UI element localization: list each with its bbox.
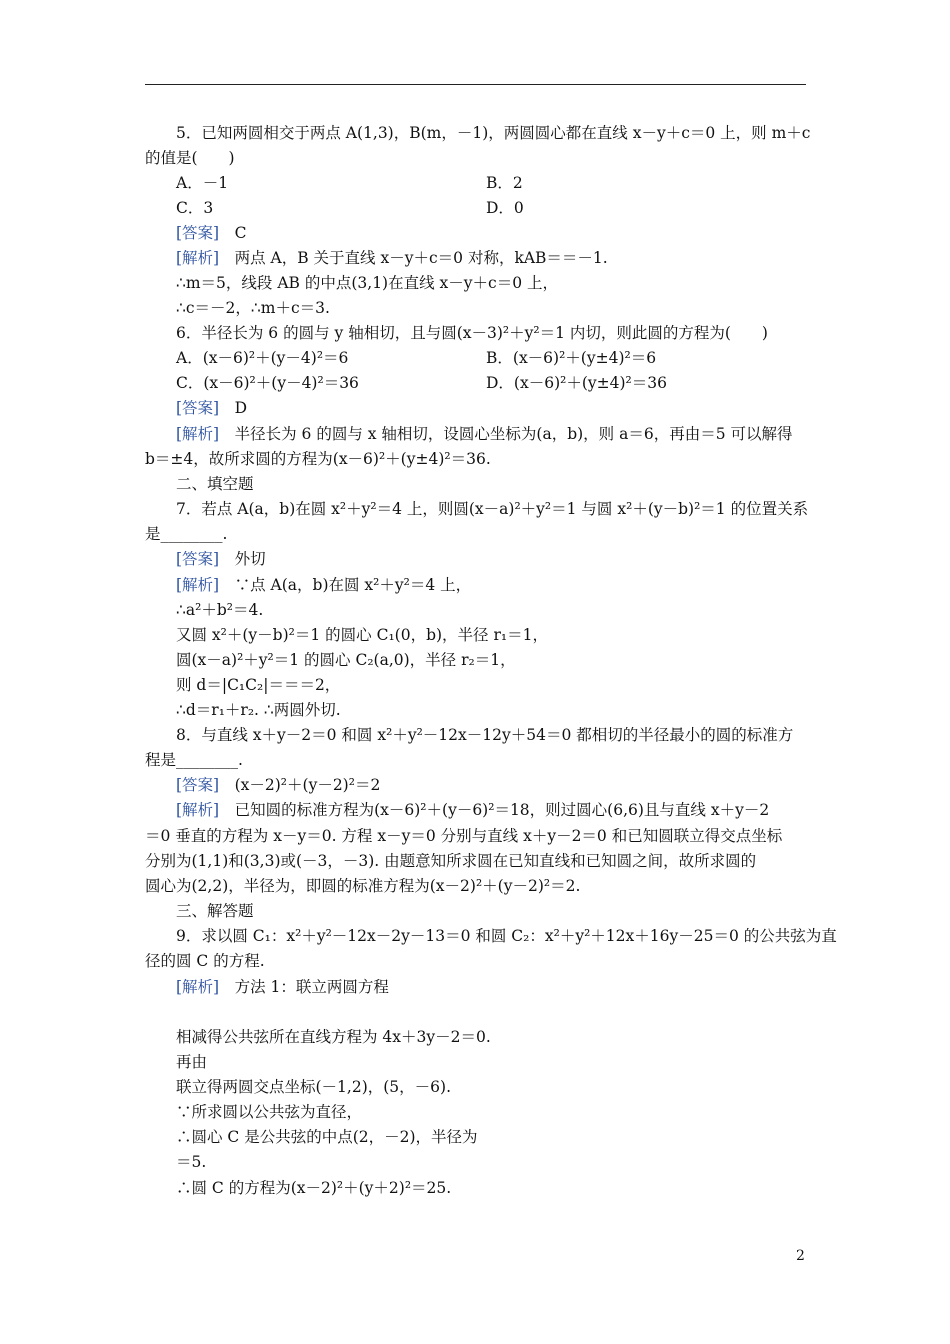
section-heading-solve: 三、解答题 [176,902,254,920]
answer-tag: [答案] [176,776,220,794]
q6-answer [145,398,837,418]
q5-option-c: C．3 [176,199,214,217]
analysis-tag: [解析] [176,249,220,267]
answer-tag: [答案] [176,399,220,417]
q8-analysis-line3: 分别为(1,1)和(3,3)或(－3，－3). 由题意知所求圆在已知直线和已知圆之间，故所求圆的 [145,852,757,870]
header-rule [145,84,806,85]
q8-stem-line2: 程是________. [145,751,243,769]
q9-analysis-line2: 再由 [176,1053,208,1071]
q7-stem-line2: 是________. [145,525,228,543]
q8-analysis-line4: 圆心为(2,2)，半径为，即圆的标准方程为(x－2)²＋(y－2)²＝2. [145,877,581,895]
answer-tag: [答案] [176,550,220,568]
q7-stem-line1: 7．若点 A(a，b)在圆 x²＋y²＝4 上，则圆(x－a)²＋y²＝1 与圆 x²＋(y－b)²＝1 的位置关系 [176,500,809,518]
analysis-tag: [解析] [176,576,220,594]
q7-analysis-line1 [145,575,837,595]
q5-answer-value: C [219,224,247,242]
q7-answer-value: 外切 [219,550,266,568]
q6-stem-line1: 6．半径长为 6 的圆与 y 轴相切，且与圆(x－3)²＋y²＝1 内切，则此圆的方程为( ) [176,324,768,342]
q8-answer [145,775,837,795]
q9-analysis-line7: ∴圆 C 的方程为(x－2)²＋(y＋2)²＝25. [176,1179,452,1197]
q9-stem-line2: 径的圆 C 的方程. [145,952,265,970]
q5-option-b: B．2 [486,174,523,192]
q7-analysis-line3: 又圆 x²＋(y－b)²＝1 的圆心 C₁(0，b)，半径 r₁＝1， [176,626,548,644]
q8-analysis-line1 [145,800,837,820]
q7-analysis-line4: 圆(x－a)²＋y²＝1 的圆心 C₂(a,0)，半径 r₂＝1， [176,651,516,669]
q9-analysis-line1: 相减得公共弦所在直线方程为 4x＋3y－2＝0. [176,1028,491,1046]
q6-answer-value: D [219,399,248,417]
q5-answer [145,223,837,243]
q9-analysis-line5: ∴圆心 C 是公共弦的中点(2，－2)，半径为 [176,1128,478,1146]
analysis-tag: [解析] [176,978,220,996]
q6-option-b: B．(x－6)²＋(y±4)²＝6 [486,349,657,367]
q5-option-d: D．0 [486,199,524,217]
q7-answer [145,549,837,569]
q7-analysis-line6: ∴d＝r₁＋r₂. ∴两圆外切. [176,701,341,719]
analysis-tag: [解析] [176,425,220,443]
q9-analysis-line6: ＝5. [176,1153,207,1171]
page-number: 2 [796,1248,805,1264]
q9-analysis-method: 方法 1：联立两圆方程 [219,978,389,996]
q7-analysis-line2: ∴a²＋b²＝4. [176,601,264,619]
q5-option-a: A．－1 [176,174,229,192]
section-heading-fill-in: 二、填空题 [176,475,254,493]
q6-analysis-text: 半径长为 6 的圆与 x 轴相切，设圆心坐标为(a，b)，则 a＝6，再由＝5 可以解得 [219,425,793,443]
q8-stem-line1: 8．与直线 x＋y－2＝0 和圆 x²＋y²－12x－12y＋54＝0 都相切的半径最小的圆的标准方 [176,726,794,744]
answer-tag: [答案] [176,224,220,242]
q7-analysis-line5: 则 d＝|C₁C₂|＝＝＝2， [176,676,341,694]
q5-analysis-line1 [145,248,837,268]
q5-stem-line1: 5．已知两圆相交于两点 A(1,3)，B(m，－1)，两圆圆心都在直线 x－y＋c＝0 上，则 m＋c [176,124,811,142]
q6-option-c: C．(x－6)²＋(y－4)²＝36 [176,374,359,392]
analysis-tag: [解析] [176,801,220,819]
q5-analysis-text: 两点 A，B 关于直线 x－y＋c＝0 对称，kAB＝＝－1. [219,249,608,267]
q6-analysis-line1 [145,424,837,444]
q6-option-a: A．(x－6)²＋(y－4)²＝6 [176,349,349,367]
q8-answer-value: (x－2)²＋(y－2)²＝2 [219,776,381,794]
q6-analysis-line2: b＝±4，故所求圆的方程为(x－6)²＋(y±4)²＝36. [145,450,491,468]
q5-analysis-line2: ∴m＝5，线段 AB 的中点(3,1)在直线 x－y＋c＝0 上， [176,274,558,292]
q8-analysis-text: 已知圆的标准方程为(x－6)²＋(y－6)²＝18，则过圆心(6,6)且与直线 x＋y－2 [219,801,770,819]
q5-analysis-line3: ∴c＝－2，∴m＋c＝3. [176,299,330,317]
q6-option-d: D．(x－6)²＋(y±4)²＝36 [486,374,667,392]
q9-analysis-line3: 联立得两圆交点坐标(－1,2)，(5，－6). [176,1078,451,1096]
q7-analysis-text: ∵点 A(a，b)在圆 x²＋y²＝4 上， [219,576,472,594]
q9-analysis-line4: ∵所求圆以公共弦为直径， [176,1103,363,1121]
q9-stem-line1: 9．求以圆 C₁：x²＋y²－12x－2y－13＝0 和圆 C₂：x²＋y²＋12x＋16y－25＝0 的公共弦为直 [176,927,837,945]
q8-analysis-line2: ＝0 垂直的方程为 x－y＝0. 方程 x－y＝0 分别与直线 x＋y－2＝0 和已知圆联立得交点坐标 [145,827,783,845]
q5-stem-line2: 的值是( ) [145,149,235,167]
q9-analysis-head [145,977,837,997]
